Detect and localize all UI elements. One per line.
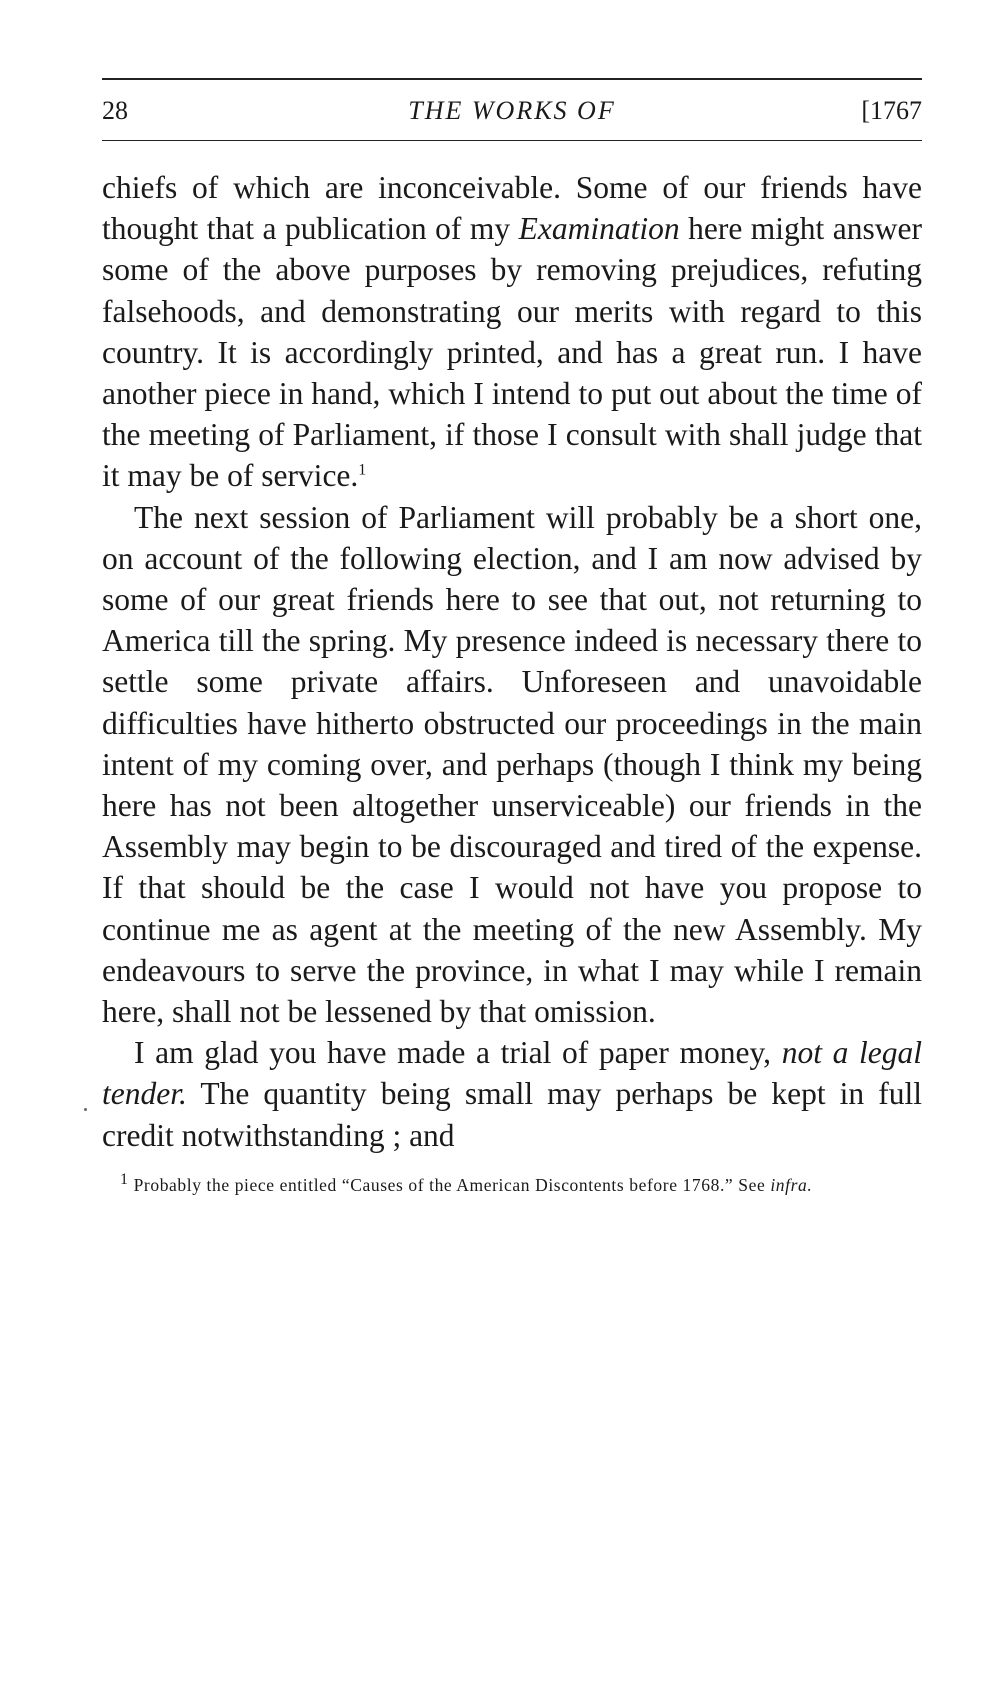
footnote-text: Probably the piece entitled “Causes of the American Discontents before 1768.” See xyxy=(128,1174,771,1195)
paragraph-2: The next session of Parliament will probably be a short one, on account of the following election, and I am now advised by some of our great friends here to see that out, not returning to America till the spring. My presence indeed is necessary there to settle some private affairs. Unforeseen and unavoidable difficulties have hitherto obstructed our proceedings in the main intent of my coming over, and perhaps (though I think my being here has not been altogether unserviceable) our friends in the Assembly may begin to be discouraged and tired of the expense. If that should be the case I would not have you propose to continue me as agent at the meeting of the new Assembly. My endeavours to serve the province, in what I may while I remain here, shall not be lessened by that omission. xyxy=(102,499,922,1030)
running-head xyxy=(102,86,922,134)
footnote xyxy=(102,1171,922,1197)
top-rule xyxy=(102,78,922,80)
print-speck xyxy=(84,1108,87,1111)
book-page xyxy=(102,78,922,1197)
body-text xyxy=(102,167,922,1156)
page-number: 28 xyxy=(102,96,128,125)
italic-legal-tender: not a legal tender. xyxy=(102,1035,922,1112)
header-rule xyxy=(102,140,922,141)
footnote-marker: 1 xyxy=(120,1171,129,1189)
italic-examination: Examination xyxy=(518,211,680,247)
running-year: [1767 xyxy=(861,96,922,125)
paragraph-3: I am glad you have made a trial of paper money, not a legal tender. The quantity being small may perhaps be kept in full credit notwithstanding ; and xyxy=(102,1035,922,1153)
running-title: THE WORKS OF xyxy=(408,96,616,125)
footnote-italic: infra. xyxy=(770,1174,813,1195)
footnote-ref: 1 xyxy=(358,461,367,479)
paragraph-1: chiefs of which are inconceivable. Some of our friends have thought that a publication of my Examination here might answer some of the above purposes by removing prejudices, refuting falsehoods, and demonstrating our merits with regard to this country. It is accordingly printed, and has a great run. I have another piece in hand, which I intend to put out about the time of the meeting of Parliament, if those I consult with shall judge that it may be of service.$^1$ xyxy=(102,170,922,494)
